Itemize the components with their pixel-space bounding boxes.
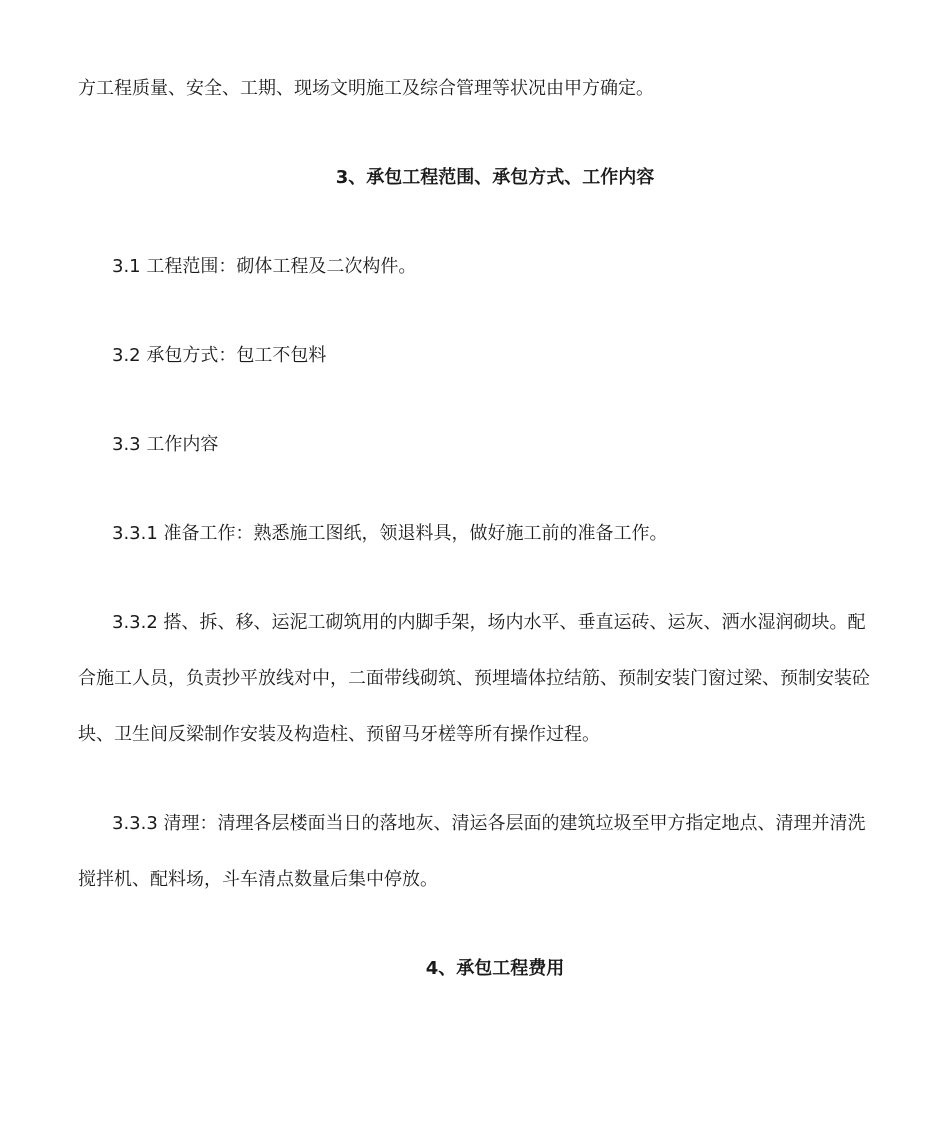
item-3-3-2-line-1: 3.3.2 搭、拆、移、运泥工砌筑用的内脚手架，场内水平、垂直运砖、运灰、洒水湿润砌块。配	[112, 612, 866, 633]
item-3-3: 3.3 工作内容	[112, 434, 219, 455]
item-3-3-2-line-2: 合施工人员，负责抄平放线对中，二面带线砌筑、预埋墙体拉结筋、预制安装门窗过梁、预制安装砼	[78, 668, 870, 689]
section-3-heading: 3、承包工程范围、承包方式、工作内容	[335, 167, 655, 188]
item-3-3-1: 3.3.1 准备工作：熟悉施工图纸，领退料具，做好施工前的准备工作。	[112, 523, 668, 544]
item-3-3-3-line-2: 搅拌机、配料场，斗车清点数量后集中停放。	[78, 869, 438, 890]
section-4-heading: 4、承包工程费用	[425, 958, 565, 979]
item-3-2: 3.2 承包方式：包工不包料	[112, 345, 327, 366]
intro-paragraph: 方工程质量、安全、工期、现场文明施工及综合管理等状况由甲方确定。	[78, 78, 654, 99]
item-3-3-3-line-1: 3.3.3 清理：清理各层楼面当日的落地灰、清运各层面的建筑垃圾至甲方指定地点、清理并清洗	[112, 813, 866, 834]
item-3-3-2-line-3: 块、卫生间反梁制作安装及构造柱、预留马牙槎等所有操作过程。	[78, 724, 600, 745]
item-3-1: 3.1 工程范围：砌体工程及二次构件。	[112, 256, 417, 277]
